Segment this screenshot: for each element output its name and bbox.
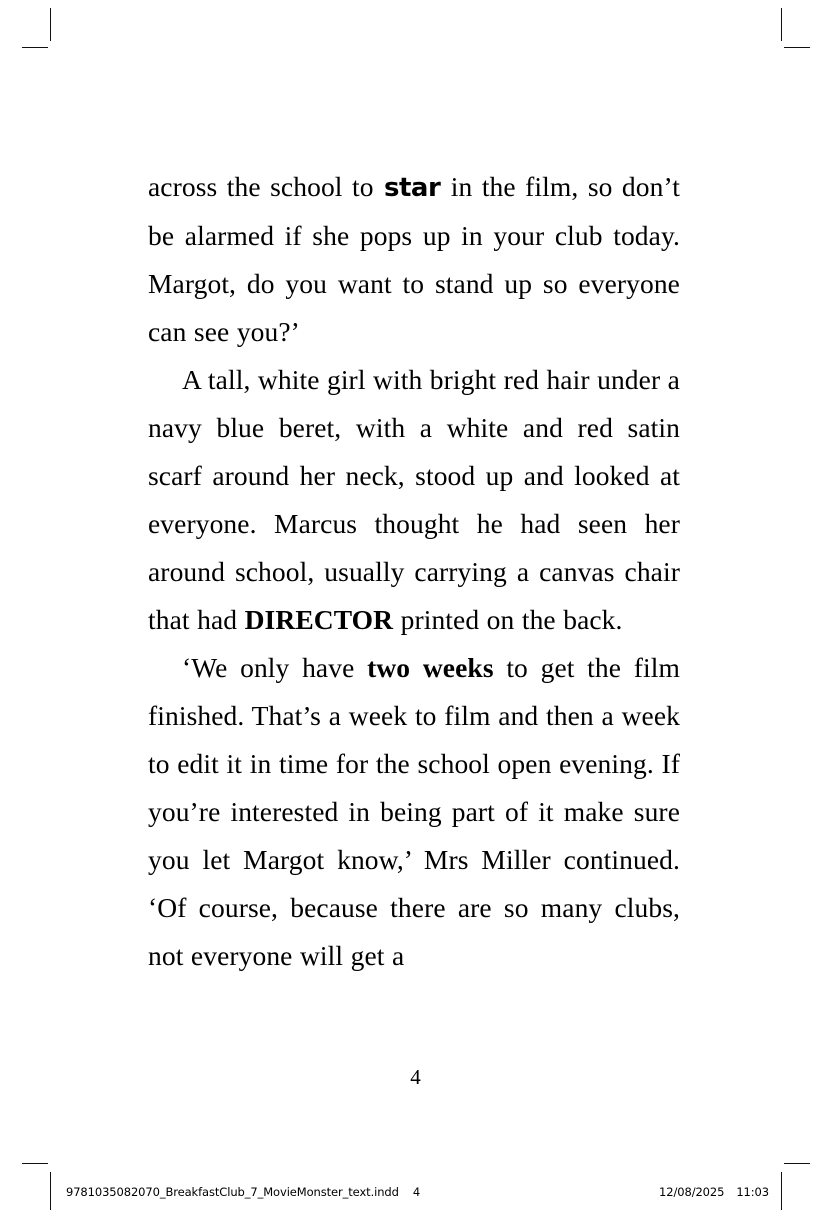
slug-time: 11:03 bbox=[736, 1185, 769, 1199]
crop-mark-bottom-right-horizontal bbox=[784, 1163, 810, 1164]
crop-mark-top-right-vertical bbox=[781, 8, 782, 41]
body-paragraph: A tall, white girl with bright red hair under a navy blue beret, with a white and red satin scarf around her neck, stood up and looked at everyone. Marcus thought he had seen her around school, usually carrying a canvas chair that had DIRECTOR printed on the back. bbox=[148, 364, 680, 635]
slug-right-group bbox=[659, 1185, 769, 1199]
crop-mark-top-right-horizontal bbox=[784, 47, 810, 48]
slug-left-group bbox=[66, 1185, 420, 1199]
body-paragraph: across the school to star in the film, so don’t be alarmed if she pops up in your club today. Margot, do you want to stand up so everyone can see you?’ bbox=[148, 171, 680, 347]
printer-slug-line bbox=[0, 1183, 831, 1205]
crop-mark-top-left-vertical bbox=[50, 8, 51, 41]
bold-emphasis-word: DIRECTOR bbox=[244, 604, 394, 635]
slug-filename: 9781035082070_BreakfastClub_7_MovieMonster_text.indd bbox=[66, 1185, 399, 1199]
slug-date: 12/08/2025 bbox=[659, 1185, 725, 1199]
body-paragraph: ‘We only have two weeks to get the film finished. That’s a week to film and then a week to edit it in time for the school open evening. If you’re interested in being part of it make sure you let Margot know,’ Mrs Miller continued. ‘Of course, because there are so many clubs, not everyone will get a bbox=[148, 652, 680, 971]
display-emphasis-word: star bbox=[384, 173, 441, 203]
page-folio: 4 bbox=[410, 1065, 421, 1089]
bold-emphasis-word: two weeks bbox=[367, 652, 494, 683]
crop-mark-bottom-left-horizontal bbox=[22, 1163, 48, 1164]
crop-mark-top-left-horizontal bbox=[22, 47, 48, 48]
slug-page-number: 4 bbox=[412, 1185, 421, 1199]
body-text-block bbox=[148, 163, 680, 980]
